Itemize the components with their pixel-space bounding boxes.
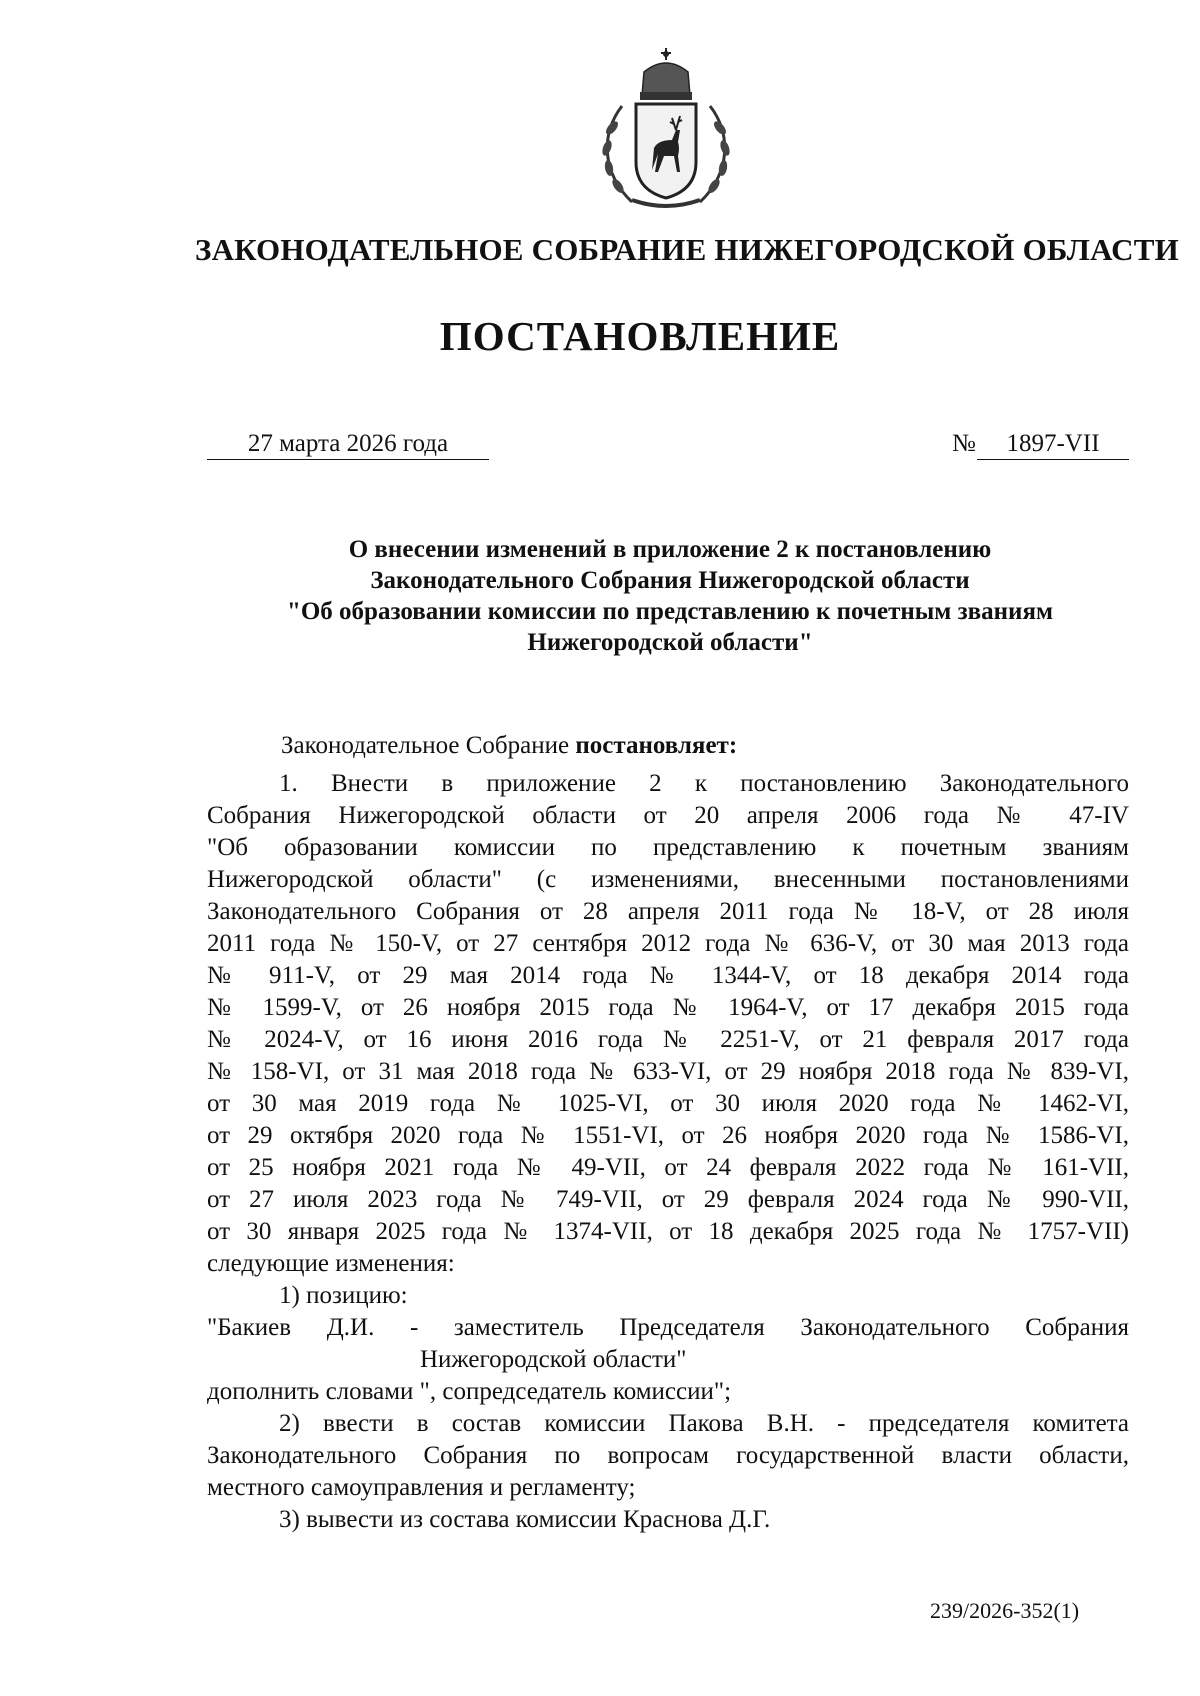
item-1 [207, 1280, 1129, 1408]
item-1-quote-cont: Нижегородской области" [420, 1346, 687, 1373]
item-3: 3) вывести из состава комиссии Краснова Д.Г. [279, 1506, 771, 1533]
organization-name: ЗАКОНОДАТЕЛЬНОЕ СОБРАНИЕ НИЖЕГОРОДСКОЙ ОБЛАСТИ [195, 232, 1179, 267]
text-line: 2) ввести в состав комиссии Пакова В.Н. - председателя комитета [279, 1410, 1129, 1437]
text-line: № 911-V, от 29 мая 2014 года № 1344-V, от 18 декабря 2014 года [207, 962, 1129, 989]
text-line: от 30 мая 2019 года № 1025-VI, от 30 июля 2020 года № 1462-VI, [207, 1090, 1129, 1117]
paragraph-1 [207, 768, 1129, 1280]
intro-line [207, 730, 1129, 762]
subject-line: О внесении изменений в приложение 2 к постановлению [348, 536, 992, 563]
document-subject [210, 534, 1130, 658]
text-line: от 25 ноября 2021 года № 49-VII, от 24 февраля 2022 года № 161-VII, [207, 1154, 1129, 1181]
text-line: "Об образовании комиссии по представлению к почетным званиям [207, 834, 1129, 861]
text-line: Собрания Нижегородской области от 20 апреля 2006 года № 47-IV [207, 802, 1129, 829]
text-line: Законодательного Собрания от 28 апреля 2011 года № 18-V, от 28 июля [207, 898, 1129, 925]
item-2 [207, 1408, 1129, 1504]
document-type-title: ПОСТАНОВЛЕНИЕ [439, 313, 841, 359]
item-1-addition: дополнить словами ", сопредседатель комиссии"; [207, 1378, 732, 1405]
intro-verb: постановляет: [575, 732, 738, 759]
text-line: 2011 года № 150-V, от 27 сентября 2012 года № 636-V, от 30 мая 2013 года [207, 930, 1129, 957]
item-1-label: 1) позицию: [279, 1282, 408, 1309]
subject-line: Законодательного Собрания Нижегородской области [370, 567, 970, 594]
text-line: от 30 января 2025 года № 1374-VII, от 18 декабря 2025 года № 1757-VII) [207, 1218, 1129, 1245]
text-line: от 27 июля 2023 года № 749-VII, от 29 февраля 2024 года № 990-VII, [207, 1186, 1129, 1213]
document-number: 1897-VII [977, 430, 1129, 460]
text-line: № 1599-V, от 26 ноября 2015 года № 1964-V, от 17 декабря 2015 года [207, 994, 1129, 1021]
text-line: от 29 октября 2020 года № 1551-VI, от 26 ноября 2020 года № 1586-VI, [207, 1122, 1129, 1149]
text-line: Законодательного Собрания по вопросам государственной власти области, [207, 1442, 1129, 1469]
text-line: местного самоуправления и регламенту; [207, 1474, 636, 1501]
text-line: Нижегородской области" (с изменениями, внесенными постановлениями [207, 866, 1129, 893]
document-date: 27 марта 2026 года [207, 430, 489, 460]
number-label: № [952, 430, 976, 457]
document-body [207, 730, 1129, 1536]
text-line: следующие изменения: [207, 1250, 455, 1277]
subject-line: Нижегородской области" [527, 629, 813, 656]
registration-number: 239/2026-352(1) [930, 1598, 1080, 1623]
text-line: № 2024-V, от 16 июня 2016 года № 2251-V, от 21 февраля 2017 года [207, 1026, 1129, 1053]
coat-of-arms-icon [592, 44, 740, 212]
item-1-quote: "Бакиев Д.И. - заместитель Председателя Законодательного Собрания [207, 1314, 1129, 1341]
intro-text: Законодательное Собрание [281, 732, 576, 759]
subject-line: "Об образовании комиссии по представлению к почетным званиям [286, 598, 1053, 625]
text-line: 1. Внести в приложение 2 к постановлению Законодательного [279, 770, 1129, 797]
text-line: № 158-VI, от 31 мая 2018 года № 633-VI, от 29 ноября 2018 года № 839-VI, [207, 1058, 1129, 1085]
